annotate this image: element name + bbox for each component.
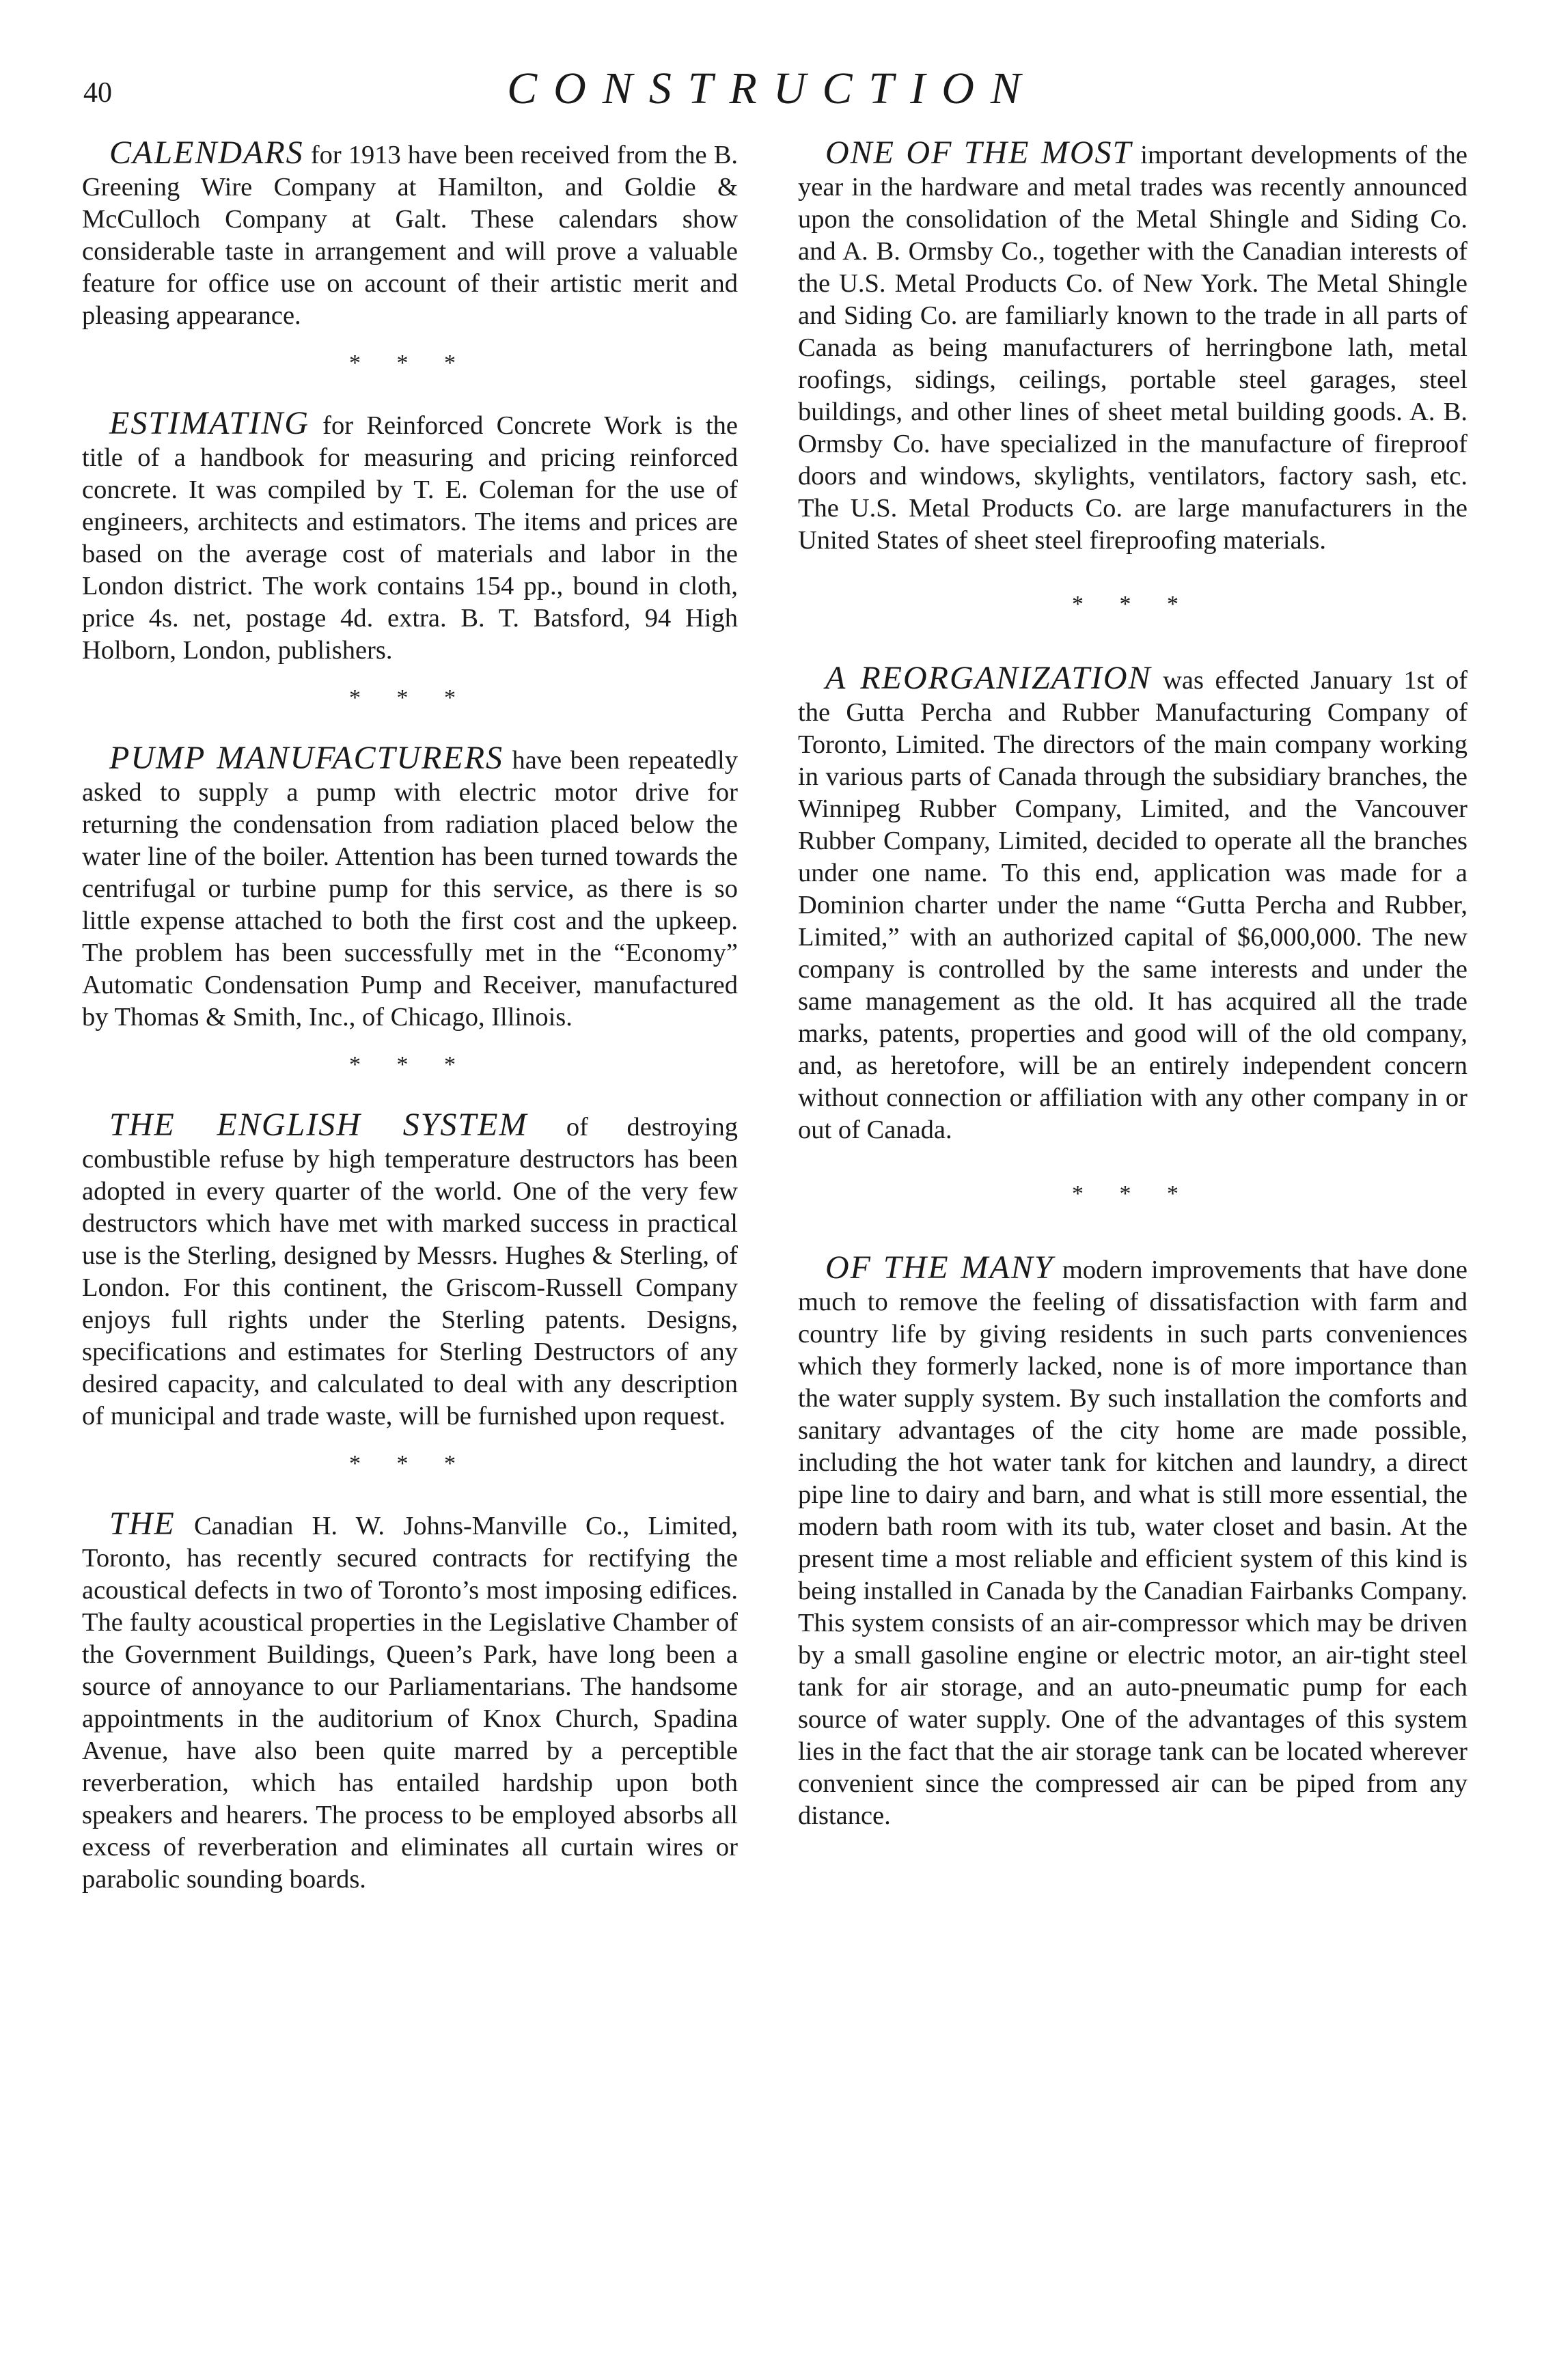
article [798,1251,1467,1832]
running-title: CONSTRUCTION [507,64,1037,113]
article-paragraph [82,742,738,1034]
article-body: for Reinforced Concrete Work is the title of a handbook for measuring and pricing reinforced concrete. It was compiled by T. E. Coleman for the use of engineers, architects and estimators. The items and prices are based on the average cost of materials and labor in the London district. The work contains 154 pp., bound in cloth, price 4s. net, postage 4d. extra. B. T. Batsford, 94 High Holborn, London, publishers. [82,411,739,665]
article [82,742,738,1034]
section-separator: * * * [349,1451,471,1476]
right-column [798,137,1467,1832]
article-lead: A REORGANIZATION [825,660,1152,696]
article-body: important developments of the year in the hardware and metal trades was recently announced upon the consolidation of the Metal Shingle and Siding Co. and A. B. Ormsby Co., together with the Canadian interests of the U.S. Metal Products Co. of New York. The Metal Shingle and Siding Co. are familiarly known to the trade in all parts of Canada as being manufacturers of herringbone lath, metal roofings, sidings, ceilings, portable steel garages, steel buildings, and other lines of sheet metal building goods. A. B. Ormsby Co. have specialized in the manufacture of fireproof doors and windows, skylights, ventilators, factory sash, etc. The U.S. Metal Products Co. are large manufacturers in the United States of sheet steel fireproofing materials. [798,141,1467,555]
article [798,137,1467,557]
article-lead: OF THE MANY [825,1249,1054,1286]
article-lead: THE ENGLISH SYSTEM [109,1107,528,1143]
article-lead: ESTIMATING [109,405,309,441]
article [82,1109,738,1433]
section-separator: * * * [1072,1181,1194,1206]
article-body: was effected January 1st of the Gutta Percha and Rubber Manufacturing Company of Toronto, Limited. The directors of the main company working in various parts of Canada through the subsidiary branches, the Winnipeg Rubber Company, Limited, and the Vancouver Rubber Company, Limited, decided to operate all the branches under one name. To this end, application was made for a Dominion charter under the name “Gutta Percha and Rubber, Limited,” with an authorized capital of $6,000,000. The new company is controlled by the same interests and under the same management as the old. It has acquired all the trade marks, patents, properties and good will of the old company, and, as heretofore, will be an entirely independent concern without connection or affiliation with any other company in or out of Canada. [798,666,1468,1144]
article-paragraph [82,1508,738,1896]
article-paragraph [82,137,738,332]
article-lead: CALENDARS [109,135,304,171]
article [82,407,738,667]
article-lead: THE [109,1506,176,1542]
article [82,1508,738,1896]
article [82,137,738,332]
article [798,662,1467,1146]
article-paragraph [82,407,738,667]
article-body: Canadian H. W. Johns-Manville Co., Limited, Toronto, has recently secured contracts for rectifying the acoustical defects in two of Toronto’s most imposing edifices. The faulty acoustical properties in the Legislative Chamber of the Government Buildings, Queen’s Park, have long been a source of annoyance to our Parliamentarians. The handsome appointments in the auditorium of Knox Church, Spadina Avenue, have also been quite marred by a perceptible reverberation, which has entailed hardship upon both speakers and hearers. The process to be employed absorbs all excess of reverberation and eliminates all curtain wires or parabolic sounding boards. [82,1512,738,1894]
article-lead: PUMP MANUFACTURERS [109,740,504,776]
article-body: for 1913 have been received from the B. Greening Wire Company at Hamilton, and Goldie & McCulloch Company at Galt. These calendars show considerable taste in arrangement and will prove a valuable feature for office use on account of their artistic merit and pleasing appearance. [82,141,739,330]
article-body: modern improvements that have done much to remove the feeling of dissatisfaction with farm and country life by giving residents in such parts conveniences which they formerly lacked, none is of more importance than the water supply system. By such installation the comforts and sanitary advantages of the city home are made possible, including the hot water tank for kitchen and laundry, a direct pipe line to dairy and barn, and what is still more essential, the modern bath room with its tub, water closet and basin. At the present time a most reliable and efficient system of this kind is being installed in Canada by the Canadian Fairbanks Company. This system consists of an air-compressor which may be driven by a small gasoline engine or electric motor, an air-tight steel tank for air storage, and an auto-pneumatic pump for each source of water supply. One of the advantages of this system lies in the fact that the air storage tank can be located wherever convenient since the compressed air can be piped from any distance. [798,1256,1468,1830]
section-separator: * * * [1072,592,1194,617]
section-separator: * * * [349,685,471,710]
article-body: have been repeatedly asked to supply a pump with electric motor drive for returning the condensation from radiation placed below the water line of the boiler. Attention has been turned towards the centrifugal or turbine pump for this service, as there is so little expense attached to both the first cost and the upkeep. The problem has been successfully met in the “Economy” Automatic Condensation Pump and Receiver, manufactured by Thomas & Smith, Inc., of Chicago, Illinois. [82,746,738,1032]
article-paragraph [798,1251,1467,1832]
article-lead: ONE OF THE MOST [825,135,1133,171]
page-number: 40 [83,77,112,109]
article-paragraph [798,662,1467,1146]
article-paragraph [82,1109,738,1433]
section-separator: * * * [349,1052,471,1077]
article-body: of destroying combustible refuse by high temperature destructors has been adopted in every quarter of the world. One of the very few destructors which have met with marked success in practical use is the Sterling, designed by Messrs. Hughes & Sterling, of London. For this continent, the Griscom-Russell Company enjoys full rights under the Sterling patents. Designs, specifications and estimates for Sterling Destructors of any desired capacity, and calculated to deal with any description of municipal and trade waste, will be furnished upon request. [82,1113,739,1430]
left-column [82,137,738,1896]
section-separator: * * * [349,350,471,376]
article-paragraph [798,137,1467,557]
